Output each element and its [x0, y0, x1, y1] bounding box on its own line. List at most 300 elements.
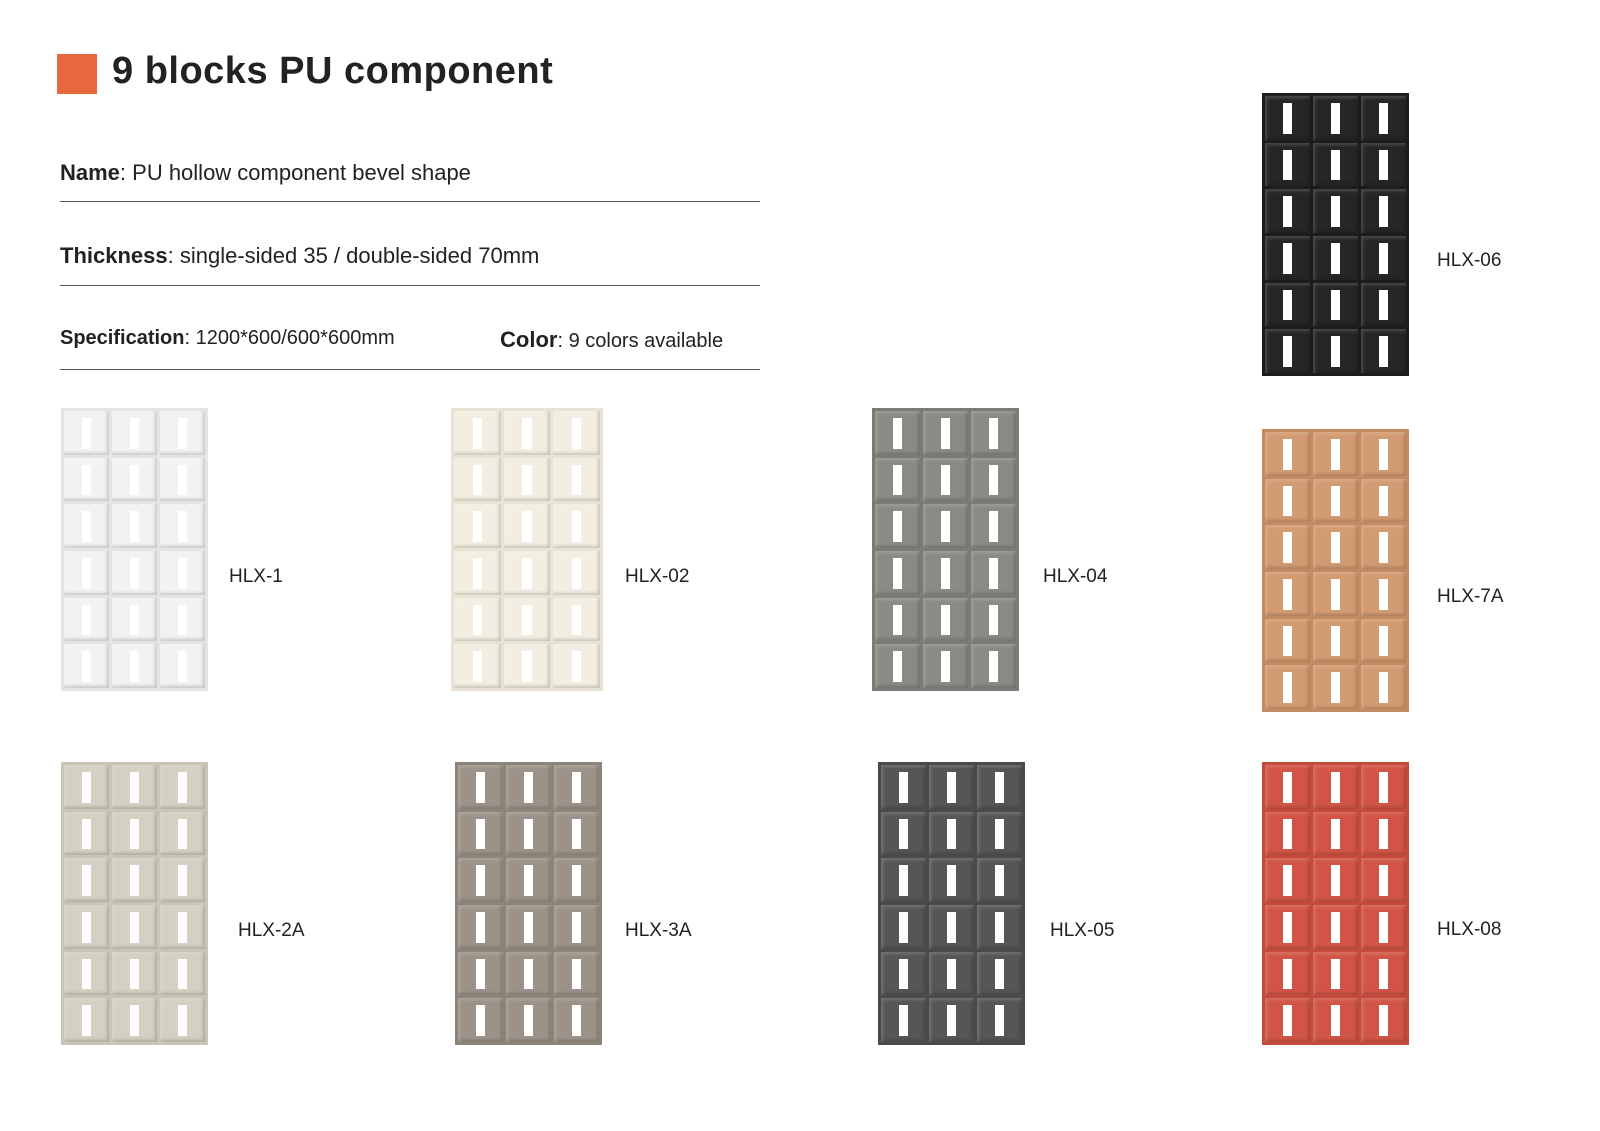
- page-title: 9 blocks PU component: [112, 50, 554, 92]
- hollow-slot: [572, 959, 581, 990]
- spec-name: [60, 160, 471, 186]
- hollow-slot: [572, 651, 581, 682]
- hollow-slot: [893, 558, 902, 589]
- hollow-slot: [995, 959, 1004, 990]
- hollow-slot: [1379, 912, 1388, 943]
- product-code-label: HLX-7A: [1437, 586, 1504, 607]
- hollow-slot: [899, 772, 908, 803]
- hollow-slot: [82, 959, 91, 990]
- panel-block: [971, 644, 1016, 688]
- panel-block: [160, 858, 205, 902]
- hollow-slot: [476, 1005, 485, 1036]
- hollow-slot: [522, 465, 531, 496]
- panel-block: [875, 644, 920, 688]
- hollow-slot: [1379, 150, 1388, 181]
- product-code-label: HLX-3A: [625, 920, 692, 941]
- panel-block: [1361, 329, 1406, 373]
- hollow-slot: [572, 605, 581, 636]
- hollow-slot: [473, 605, 482, 636]
- panel-block: [112, 551, 157, 595]
- panel-block: [506, 998, 551, 1042]
- panel-block: [458, 858, 503, 902]
- hollow-slot: [893, 605, 902, 636]
- spec-specification-value: : 1200*600/600*600mm: [184, 327, 395, 349]
- panel-block: [554, 858, 599, 902]
- panel-block: [1361, 189, 1406, 233]
- hollow-slot: [941, 418, 950, 449]
- hollow-slot: [1331, 336, 1340, 367]
- panel-block: [923, 504, 968, 548]
- hollow-slot: [1379, 486, 1388, 517]
- panel-block: [553, 644, 600, 688]
- spec-specification: [60, 327, 395, 350]
- hollow-slot: [899, 959, 908, 990]
- panel-block: [554, 952, 599, 996]
- hollow-slot: [893, 465, 902, 496]
- panel-block: [112, 458, 157, 502]
- hollow-slot: [1379, 196, 1388, 227]
- hollow-slot: [1379, 672, 1388, 703]
- hollow-slot: [947, 819, 956, 850]
- panel-block: [1265, 96, 1310, 140]
- hollow-slot: [476, 772, 485, 803]
- tan-panel-icon: [1262, 429, 1409, 712]
- panel-block: [971, 411, 1016, 455]
- hollow-slot: [82, 865, 91, 896]
- panel-grid: [878, 762, 1025, 1045]
- panel-block: [1361, 952, 1406, 996]
- hollow-slot: [524, 1005, 533, 1036]
- hollow-slot: [178, 819, 187, 850]
- panel-grid: [1262, 429, 1409, 712]
- panel-block: [875, 458, 920, 502]
- hollow-slot: [1283, 196, 1292, 227]
- panel-block: [875, 551, 920, 595]
- hollow-slot: [572, 912, 581, 943]
- panel-block: [160, 765, 205, 809]
- hollow-slot: [178, 865, 187, 896]
- hollow-slot: [941, 651, 950, 682]
- panel-block: [64, 858, 109, 902]
- panel-block: [1313, 143, 1358, 187]
- panel-block: [1313, 432, 1358, 476]
- hollow-slot: [1283, 626, 1292, 657]
- panel-block: [1313, 283, 1358, 327]
- panel-block: [160, 458, 205, 502]
- product-code-label: HLX-04: [1043, 566, 1108, 587]
- hollow-slot: [522, 511, 531, 542]
- panel-block: [64, 905, 109, 949]
- panel-block: [553, 504, 600, 548]
- hollow-slot: [524, 772, 533, 803]
- panel-block: [112, 765, 157, 809]
- hollow-slot: [82, 1005, 91, 1036]
- hollow-slot: [893, 418, 902, 449]
- hollow-slot: [1283, 336, 1292, 367]
- panel-block: [454, 504, 501, 548]
- panel-block: [1313, 812, 1358, 856]
- hollow-slot: [1283, 532, 1292, 563]
- hollow-slot: [989, 651, 998, 682]
- panel-block: [881, 905, 926, 949]
- hollow-slot: [1283, 912, 1292, 943]
- panel-block: [112, 812, 157, 856]
- hollow-slot: [1379, 290, 1388, 321]
- panel-block: [454, 458, 501, 502]
- hollow-slot: [82, 819, 91, 850]
- panel-block: [1361, 619, 1406, 663]
- hollow-slot: [1379, 772, 1388, 803]
- panel-block: [506, 905, 551, 949]
- hollow-slot: [947, 772, 956, 803]
- panel-block: [1265, 905, 1310, 949]
- panel-block: [112, 411, 157, 455]
- hollow-slot: [1331, 103, 1340, 134]
- hollow-slot: [476, 865, 485, 896]
- panel-block: [1361, 905, 1406, 949]
- hollow-slot: [989, 558, 998, 589]
- title-accent-square: [57, 54, 97, 94]
- hollow-slot: [1379, 103, 1388, 134]
- panel-block: [64, 411, 109, 455]
- panel-block: [971, 598, 1016, 642]
- panel-block: [553, 598, 600, 642]
- panel-block: [160, 644, 205, 688]
- panel-block: [458, 765, 503, 809]
- panel-block: [929, 858, 974, 902]
- panel-block: [929, 905, 974, 949]
- panel-block: [554, 905, 599, 949]
- hollow-slot: [1283, 243, 1292, 274]
- hollow-slot: [130, 959, 139, 990]
- charcoal-panel-icon: [878, 762, 1025, 1045]
- hollow-slot: [178, 465, 187, 496]
- panel-block: [112, 858, 157, 902]
- panel-block: [971, 458, 1016, 502]
- panel-block: [458, 905, 503, 949]
- divider: [60, 201, 760, 202]
- panel-block: [977, 952, 1022, 996]
- hollow-slot: [522, 418, 531, 449]
- hollow-slot: [1283, 772, 1292, 803]
- panel-block: [1361, 283, 1406, 327]
- hollow-slot: [941, 558, 950, 589]
- panel-block: [1313, 525, 1358, 569]
- hollow-slot: [130, 865, 139, 896]
- panel-block: [929, 952, 974, 996]
- hollow-slot: [947, 912, 956, 943]
- panel-block: [160, 952, 205, 996]
- hollow-slot: [1331, 196, 1340, 227]
- hollow-slot: [899, 865, 908, 896]
- hollow-slot: [1379, 1005, 1388, 1036]
- panel-block: [504, 504, 551, 548]
- panel-block: [929, 812, 974, 856]
- panel-block: [1265, 765, 1310, 809]
- panel-block: [458, 998, 503, 1042]
- hollow-slot: [178, 959, 187, 990]
- panel-block: [1361, 236, 1406, 280]
- panel-block: [923, 551, 968, 595]
- panel-block: [112, 598, 157, 642]
- spec-thickness-label: Thickness: [60, 243, 168, 268]
- hollow-slot: [82, 912, 91, 943]
- panel-block: [1313, 619, 1358, 663]
- hollow-slot: [1283, 439, 1292, 470]
- hollow-slot: [572, 865, 581, 896]
- hollow-slot: [130, 1005, 139, 1036]
- panel-block: [1265, 998, 1310, 1042]
- panel-block: [64, 458, 109, 502]
- hollow-slot: [1283, 150, 1292, 181]
- panel-grid: [455, 762, 602, 1045]
- hollow-slot: [473, 651, 482, 682]
- hollow-slot: [989, 465, 998, 496]
- panel-block: [929, 998, 974, 1042]
- hollow-slot: [82, 651, 91, 682]
- panel-block: [977, 858, 1022, 902]
- hollow-slot: [1331, 290, 1340, 321]
- panel-block: [881, 998, 926, 1042]
- spec-thickness-value: : single-sided 35 / double-sided 70mm: [167, 243, 540, 268]
- hollow-slot: [899, 912, 908, 943]
- product-code-label: HLX-2A: [238, 920, 305, 941]
- hollow-slot: [995, 865, 1004, 896]
- hollow-slot: [947, 1005, 956, 1036]
- panel-block: [1361, 858, 1406, 902]
- panel-block: [504, 411, 551, 455]
- hollow-slot: [941, 465, 950, 496]
- divider: [60, 369, 760, 370]
- hollow-slot: [1283, 1005, 1292, 1036]
- panel-block: [1313, 905, 1358, 949]
- panel-block: [1361, 479, 1406, 523]
- hollow-slot: [130, 418, 139, 449]
- hollow-slot: [476, 819, 485, 850]
- hollow-slot: [572, 1005, 581, 1036]
- panel-block: [1265, 525, 1310, 569]
- hollow-slot: [947, 865, 956, 896]
- panel-block: [1313, 858, 1358, 902]
- panel-block: [160, 905, 205, 949]
- panel-block: [553, 458, 600, 502]
- hollow-slot: [1331, 486, 1340, 517]
- hollow-slot: [947, 959, 956, 990]
- hollow-slot: [82, 418, 91, 449]
- hollow-slot: [995, 912, 1004, 943]
- panel-block: [929, 765, 974, 809]
- panel-block: [881, 812, 926, 856]
- panel-block: [458, 952, 503, 996]
- panel-grid: [1262, 93, 1409, 376]
- product-code-label: HLX-08: [1437, 919, 1502, 940]
- product-code-label: HLX-05: [1050, 920, 1115, 941]
- panel-block: [1313, 952, 1358, 996]
- panel-block: [504, 551, 551, 595]
- hollow-slot: [178, 772, 187, 803]
- hollow-slot: [1379, 243, 1388, 274]
- hollow-slot: [1379, 579, 1388, 610]
- spec-name-label: Name: [60, 160, 120, 185]
- panel-block: [1265, 329, 1310, 373]
- hollow-slot: [1331, 672, 1340, 703]
- panel-block: [160, 551, 205, 595]
- panel-block: [1313, 236, 1358, 280]
- hollow-slot: [524, 819, 533, 850]
- panel-block: [506, 952, 551, 996]
- panel-block: [64, 504, 109, 548]
- panel-block: [977, 812, 1022, 856]
- panel-block: [1265, 952, 1310, 996]
- panel-block: [504, 458, 551, 502]
- panel-block: [971, 504, 1016, 548]
- panel-block: [160, 812, 205, 856]
- hollow-slot: [130, 912, 139, 943]
- hollow-slot: [178, 651, 187, 682]
- hollow-slot: [130, 819, 139, 850]
- hollow-slot: [82, 605, 91, 636]
- panel-block: [64, 551, 109, 595]
- hollow-slot: [899, 819, 908, 850]
- panel-block: [1361, 812, 1406, 856]
- hollow-slot: [82, 465, 91, 496]
- hollow-slot: [572, 772, 581, 803]
- hollow-slot: [178, 1005, 187, 1036]
- hollow-slot: [524, 865, 533, 896]
- hollow-slot: [1331, 150, 1340, 181]
- hollow-slot: [1331, 819, 1340, 850]
- panel-block: [64, 998, 109, 1042]
- panel-block: [923, 644, 968, 688]
- panel-block: [64, 598, 109, 642]
- panel-block: [977, 765, 1022, 809]
- panel-block: [1313, 572, 1358, 616]
- hollow-slot: [130, 558, 139, 589]
- panel-block: [64, 952, 109, 996]
- hollow-slot: [572, 418, 581, 449]
- panel-block: [160, 998, 205, 1042]
- panel-block: [553, 411, 600, 455]
- panel-block: [1265, 479, 1310, 523]
- panel-block: [1313, 479, 1358, 523]
- panel-block: [881, 952, 926, 996]
- panel-block: [1265, 236, 1310, 280]
- black-panel-icon: [1262, 93, 1409, 376]
- panel-block: [553, 551, 600, 595]
- panel-block: [112, 952, 157, 996]
- hollow-slot: [476, 959, 485, 990]
- spec-name-value: : PU hollow component bevel shape: [119, 160, 471, 185]
- panel-block: [64, 765, 109, 809]
- panel-block: [160, 504, 205, 548]
- panel-block: [1313, 998, 1358, 1042]
- hollow-slot: [989, 605, 998, 636]
- panel-block: [1265, 572, 1310, 616]
- panel-block: [875, 504, 920, 548]
- hollow-slot: [1379, 336, 1388, 367]
- panel-block: [977, 998, 1022, 1042]
- hollow-slot: [941, 511, 950, 542]
- hollow-slot: [1283, 103, 1292, 134]
- divider: [60, 285, 760, 286]
- hollow-slot: [1331, 579, 1340, 610]
- panel-block: [554, 998, 599, 1042]
- panel-block: [458, 812, 503, 856]
- gray-panel-icon: [872, 408, 1019, 691]
- taupe-panel-icon: [455, 762, 602, 1045]
- product-code-label: HLX-1: [229, 566, 283, 587]
- panel-block: [875, 411, 920, 455]
- panel-block: [1265, 143, 1310, 187]
- panel-block: [504, 644, 551, 688]
- hollow-slot: [178, 912, 187, 943]
- hollow-slot: [989, 418, 998, 449]
- red-panel-icon: [1262, 762, 1409, 1045]
- hollow-slot: [178, 418, 187, 449]
- hollow-slot: [1331, 532, 1340, 563]
- hollow-slot: [995, 1005, 1004, 1036]
- hollow-slot: [473, 558, 482, 589]
- hollow-slot: [1379, 865, 1388, 896]
- spec-thickness: [60, 243, 539, 269]
- hollow-slot: [473, 418, 482, 449]
- hollow-slot: [473, 465, 482, 496]
- hollow-slot: [1331, 439, 1340, 470]
- hollow-slot: [1283, 865, 1292, 896]
- panel-block: [1265, 432, 1310, 476]
- panel-block: [160, 598, 205, 642]
- hollow-slot: [130, 465, 139, 496]
- hollow-slot: [572, 558, 581, 589]
- panel-block: [1265, 283, 1310, 327]
- panel-block: [454, 644, 501, 688]
- panel-block: [977, 905, 1022, 949]
- hollow-slot: [1331, 912, 1340, 943]
- panel-block: [1265, 858, 1310, 902]
- panel-block: [554, 765, 599, 809]
- panel-block: [454, 411, 501, 455]
- hollow-slot: [1379, 819, 1388, 850]
- panel-block: [112, 998, 157, 1042]
- hollow-slot: [893, 651, 902, 682]
- hollow-slot: [130, 511, 139, 542]
- hollow-slot: [522, 605, 531, 636]
- hollow-slot: [893, 511, 902, 542]
- panel-block: [923, 411, 968, 455]
- panel-block: [112, 905, 157, 949]
- hollow-slot: [130, 605, 139, 636]
- panel-block: [881, 858, 926, 902]
- panel-block: [1361, 572, 1406, 616]
- panel-block: [971, 551, 1016, 595]
- panel-grid: [61, 762, 208, 1045]
- hollow-slot: [1379, 626, 1388, 657]
- hollow-slot: [524, 912, 533, 943]
- cream-panel-icon: [451, 408, 603, 691]
- panel-block: [1361, 525, 1406, 569]
- hollow-slot: [1331, 626, 1340, 657]
- panel-grid: [451, 408, 603, 691]
- hollow-slot: [1331, 772, 1340, 803]
- hollow-slot: [476, 912, 485, 943]
- panel-block: [506, 858, 551, 902]
- hollow-slot: [1331, 243, 1340, 274]
- beige-panel-icon: [61, 762, 208, 1045]
- panel-block: [1265, 812, 1310, 856]
- hollow-slot: [1283, 486, 1292, 517]
- hollow-slot: [82, 558, 91, 589]
- panel-grid: [872, 408, 1019, 691]
